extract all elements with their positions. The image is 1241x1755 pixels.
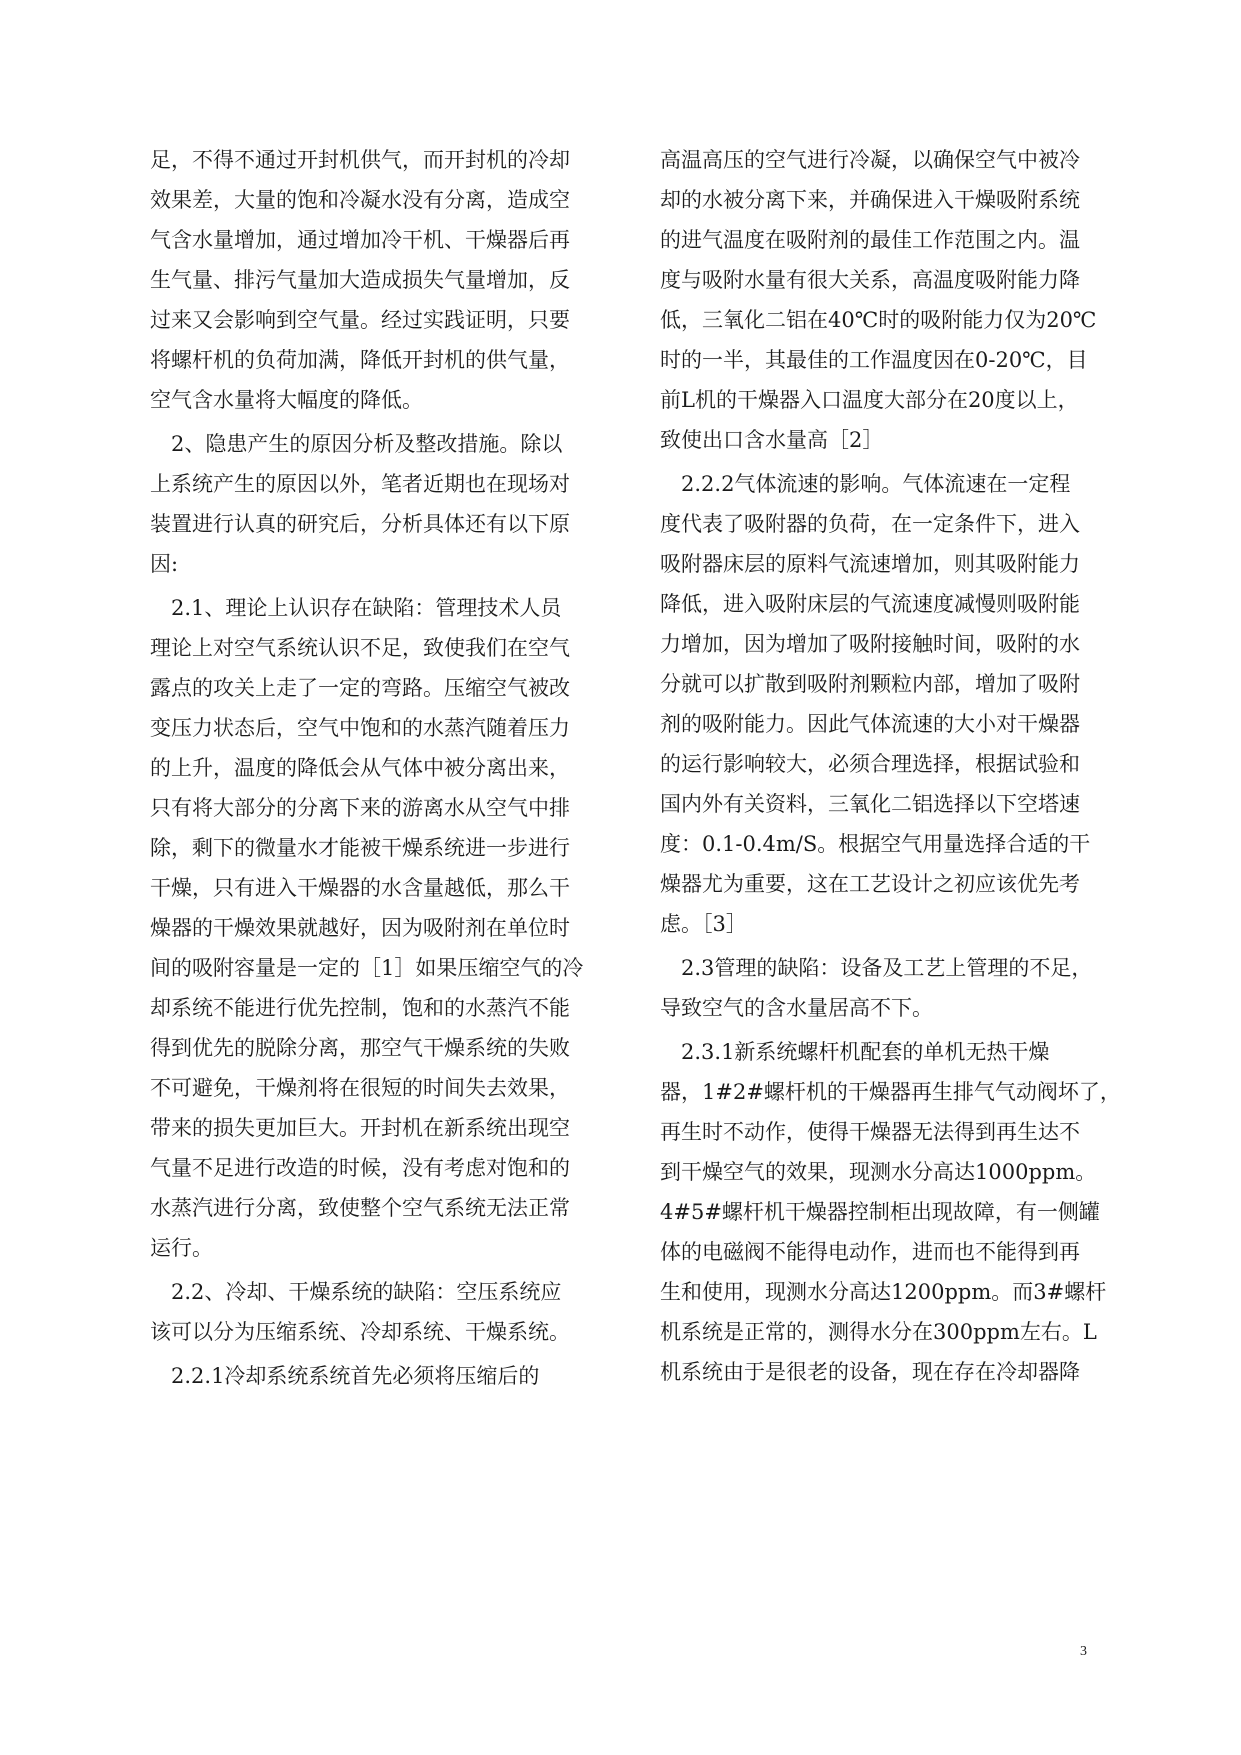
text-line: 2.3管理的缺陷：设备及工艺上管理的不足， bbox=[660, 956, 1093, 980]
text-line: 2.1、理论上认识存在缺陷：管理技术人员 bbox=[150, 596, 562, 620]
text-line: 却系统不能进行优先控制，饱和的水蒸汽不能 bbox=[150, 996, 570, 1020]
text-line: 装置进行认真的研究后，分析具体还有以下原 bbox=[150, 512, 570, 536]
right-column bbox=[660, 140, 1121, 1392]
paragraph bbox=[660, 464, 1104, 944]
text-line: 生和使用，现测水分高达1200ppm。而3#螺杆 bbox=[660, 1280, 1107, 1304]
paragraph bbox=[150, 1272, 594, 1352]
text-line: 的运行影响较大，必须合理选择，根据试验和 bbox=[660, 752, 1080, 776]
text-line: 剂的吸附能力。因此气体流速的大小对干燥器 bbox=[660, 712, 1080, 736]
text-line: 因: bbox=[150, 552, 179, 576]
text-line: 间的吸附容量是一定的［1］如果压缩空气的冷 bbox=[150, 956, 584, 980]
text-line: 露点的攻关上走了一定的弯路。压缩空气被改 bbox=[150, 676, 570, 700]
text-line: 不可避免，干燥剂将在很短的时间失去效果， bbox=[150, 1076, 570, 1100]
text-line: 水蒸汽进行分离，致使整个空气系统无法正常 bbox=[150, 1196, 570, 1220]
text-line: 将螺杆机的负荷加满，降低开封机的供气量， bbox=[150, 348, 570, 372]
text-line: 却的水被分离下来，并确保进入干燥吸附系统 bbox=[660, 188, 1080, 212]
text-line: 机系统由于是很老的设备，现在存在冷却器降 bbox=[660, 1360, 1080, 1384]
text-line: 燥器的干燥效果就越好，因为吸附剂在单位时 bbox=[150, 916, 570, 940]
text-line: 燥器尤为重要，这在工艺设计之初应该优先考 bbox=[660, 872, 1080, 896]
text-line: 前L机的干燥器入口温度大部分在20度以上， bbox=[660, 388, 1079, 412]
text-line: 带来的损失更加巨大。开封机在新系统出现空 bbox=[150, 1116, 570, 1140]
text-line: 除，剩下的微量水才能被干燥系统进一步进行 bbox=[150, 836, 570, 860]
text-line: 2、隐患产生的原因分析及整改措施。除以 bbox=[150, 432, 563, 456]
text-line: 的进气温度在吸附剂的最佳工作范围之内。温 bbox=[660, 228, 1080, 252]
paragraph bbox=[150, 424, 594, 584]
text-line: 力增加，因为增加了吸附接触时间，吸附的水 bbox=[660, 632, 1080, 656]
text-line: 气含水量增加，通过增加冷干机、干燥器后再 bbox=[150, 228, 570, 252]
text-line: 分就可以扩散到吸附剂颗粒内部，增加了吸附 bbox=[660, 672, 1080, 696]
text-line: 到干燥空气的效果，现测水分高达1000ppm。 bbox=[660, 1160, 1097, 1184]
text-line: 2.2.2气体流速的影响。气体流速在一定程 bbox=[660, 472, 1071, 496]
text-line: 空气含水量将大幅度的降低。 bbox=[150, 388, 423, 412]
text-line: 导致空气的含水量居高不下。 bbox=[660, 996, 933, 1020]
text-line: 干燥，只有进入干燥器的水含量越低，那么干 bbox=[150, 876, 570, 900]
paragraph bbox=[660, 948, 1104, 1028]
text-line: 2.3.1新系统螺杆机配套的单机无热干燥 bbox=[660, 1040, 1050, 1064]
text-line: 吸附器床层的原料气流速增加，则其吸附能力 bbox=[660, 552, 1080, 576]
text-line: 足，不得不通过开封机供气，而开封机的冷却 bbox=[150, 148, 570, 172]
text-line: 只有将大部分的分离下来的游离水从空气中排 bbox=[150, 796, 570, 820]
text-line: 度代表了吸附器的负荷，在一定条件下，进入 bbox=[660, 512, 1080, 536]
text-line: 时的一半，其最佳的工作温度因在0-20℃，目 bbox=[660, 348, 1088, 372]
paragraph bbox=[150, 1356, 594, 1396]
text-line: 理论上对空气系统认识不足，致使我们在空气 bbox=[150, 636, 570, 660]
text-line: 上系统产生的原因以外，笔者近期也在现场对 bbox=[150, 472, 570, 496]
text-line: 运行。 bbox=[150, 1236, 213, 1260]
text-line: 2.2.1冷却系统系统首先必须将压缩后的 bbox=[150, 1364, 540, 1388]
text-line: 生气量、排污气量加大造成损失气量增加，反 bbox=[150, 268, 570, 292]
text-line: 机系统是正常的，测得水分在300ppm左右。L bbox=[660, 1320, 1097, 1344]
text-line: 2.2、冷却、干燥系统的缺陷：空压系统应 bbox=[150, 1280, 562, 1304]
text-line: 低，三氧化二铝在40℃时的吸附能力仅为20℃ bbox=[660, 308, 1097, 332]
text-line: 器，1#2#螺杆机的干燥器再生排气气动阀坏了， bbox=[660, 1080, 1121, 1104]
text-line: 国内外有关资料，三氧化二铝选择以下空塔速 bbox=[660, 792, 1080, 816]
page-number: 3 bbox=[1080, 1644, 1087, 1659]
paragraph bbox=[150, 140, 594, 420]
text-line: 致使出口含水量高［2］ bbox=[660, 428, 884, 452]
left-column bbox=[150, 140, 594, 1396]
paragraph bbox=[660, 1032, 1121, 1392]
text-line: 的上升，温度的降低会从气体中被分离出来， bbox=[150, 756, 570, 780]
text-line: 变压力状态后，空气中饱和的水蒸汽随着压力 bbox=[150, 716, 570, 740]
text-line: 度与吸附水量有很大关系，高温度吸附能力降 bbox=[660, 268, 1080, 292]
text-line: 气量不足进行改造的时候，没有考虑对饱和的 bbox=[150, 1156, 570, 1180]
text-line: 度：0.1-0.4m/S。根据空气用量选择合适的干 bbox=[660, 832, 1091, 856]
text-line: 4#5#螺杆机干燥器控制柜出现故障，有一侧罐 bbox=[660, 1200, 1100, 1224]
text-line: 该可以分为压缩系统、冷却系统、干燥系统。 bbox=[150, 1320, 570, 1344]
text-line: 得到优先的脱除分离，那空气干燥系统的失败 bbox=[150, 1036, 570, 1060]
paragraph bbox=[150, 588, 594, 1268]
text-line: 降低，进入吸附床层的气流速度减慢则吸附能 bbox=[660, 592, 1080, 616]
text-line: 高温高压的空气进行冷凝，以确保空气中被冷 bbox=[660, 148, 1080, 172]
text-line: 过来又会影响到空气量。经过实践证明，只要 bbox=[150, 308, 570, 332]
text-line: 虑。［3］ bbox=[660, 912, 747, 936]
text-line: 体的电磁阀不能得电动作，进而也不能得到再 bbox=[660, 1240, 1080, 1264]
text-line: 效果差，大量的饱和冷凝水没有分离，造成空 bbox=[150, 188, 570, 212]
paragraph bbox=[660, 140, 1104, 460]
text-line: 再生时不动作，使得干燥器无法得到再生达不 bbox=[660, 1120, 1080, 1144]
